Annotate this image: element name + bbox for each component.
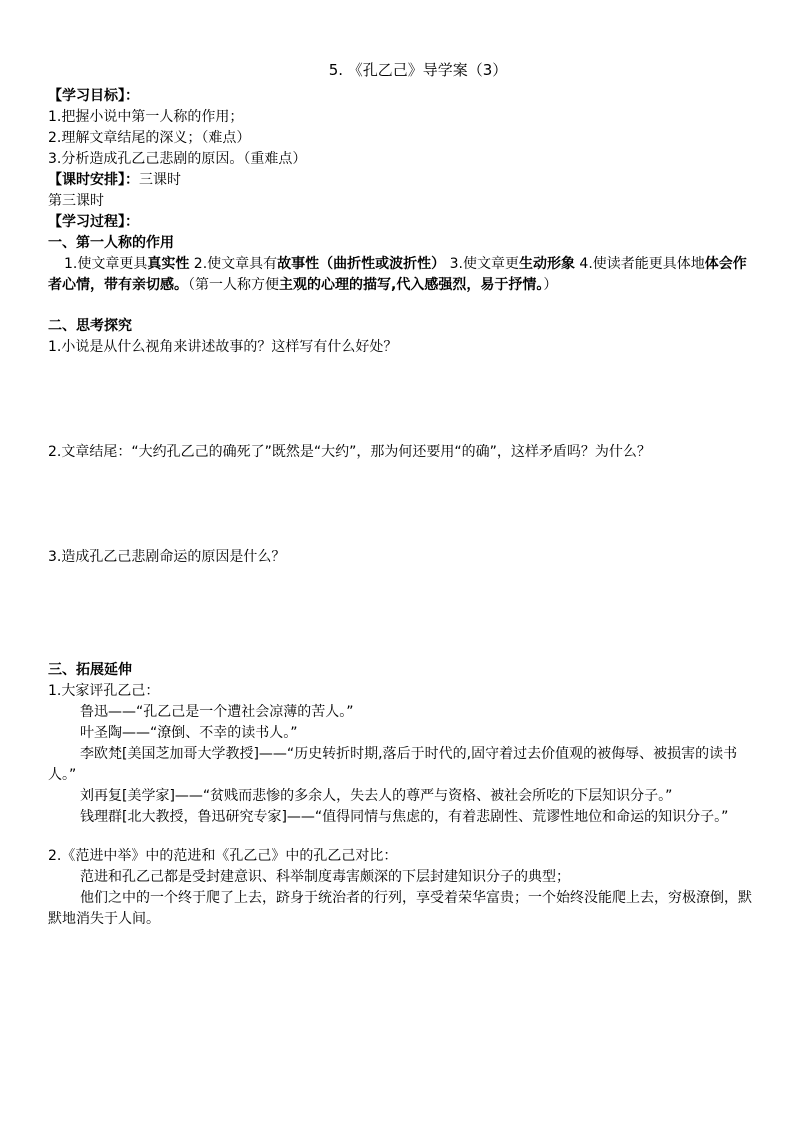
- quote-luxun: 鲁迅——“孔乙己是一个遭社会凉薄的苦人。”: [80, 704, 354, 720]
- answer-space-1: [48, 358, 758, 442]
- compare-paragraph-1: 范进和孔乙己都是受封建意识、科举制度毒害颇深的下层封建知识分子的典型；: [80, 869, 570, 885]
- document-page: [48, 56, 758, 930]
- s1-text-2: 2.使文章具有: [189, 256, 278, 272]
- question-2: 2.文章结尾：“大约孔乙己的确死了”既然是“大约”，那为何还要用“的确”，这样矛盾吗？为什么？: [48, 444, 651, 460]
- s1-text-4: 4.使读者能更具体地: [574, 256, 705, 272]
- process-heading: 【学习过程】：: [48, 214, 139, 230]
- schedule-heading: 【课时安排】：: [48, 172, 139, 188]
- s1-text-3: 3.使文章更: [445, 256, 519, 272]
- s1-bold-2: 故事性（曲折性或波折性）: [277, 256, 446, 272]
- subsection-2-title: 2.《范进中举》中的范进和《孔乙己》中的孔乙己对比：: [48, 848, 398, 864]
- s1-bold-5: 主观的心理的描写,代入感强烈，易于抒情。: [279, 277, 544, 293]
- s1-bold-3: 生动形象: [518, 256, 575, 272]
- schedule-line: [48, 170, 758, 191]
- s1-text-1: 1.使文章更具: [64, 256, 148, 272]
- current-lesson: 第三课时: [48, 193, 104, 209]
- objective-item-1: 1.把握小说中第一人称的作用；: [48, 109, 244, 125]
- answer-space-2: [48, 463, 758, 547]
- s1-bold-1: 真实性: [147, 256, 190, 272]
- section1-paragraph: [48, 254, 758, 296]
- quote-liu-zaifu: 刘再复[美学家]——“贫贱而悲惨的多余人，失去人的尊严与资格、被社会所吃的下层知识分子。”: [80, 788, 673, 804]
- question-3: 3.造成孔乙己悲剧命运的原因是什么？: [48, 549, 286, 565]
- compare-paragraph-2: 他们之中的一个终于爬了上去，跻身于统治者的行列，享受着荣华富贵；一个始终没能爬上去，穷极潦倒，默默地消失于人间。: [48, 890, 752, 927]
- schedule-value: 三课时: [139, 172, 181, 188]
- quote-qian-liqun: 钱理群[北大教授，鲁迅研究专家]——“值得同情与焦虑的，有着悲剧性、荒谬性地位和命运的知识分子。”: [80, 809, 729, 825]
- quote-li-oufan: 李欧梵[美国芝加哥大学教授]——“历史转折时期,落后于时代的,固守着过去价值观的被侮辱、被损害的读书人。”: [48, 746, 738, 783]
- quote-ye-shengtao: 叶圣陶——“潦倒、不幸的读书人。”: [80, 725, 298, 741]
- answer-space-3: [48, 568, 758, 660]
- page-title: 5. 《孔乙己》导学案（3）: [328, 61, 508, 79]
- objective-item-2: 2.理解文章结尾的深义；（难点）: [48, 130, 251, 146]
- s1-text-5: （第一人称方便: [188, 277, 279, 293]
- objective-item-3: 3.分析造成孔乙己悲剧的原因。（重难点）: [48, 151, 307, 167]
- subsection-1-title: 1.大家评孔乙己：: [48, 683, 160, 699]
- section2-heading: 二、思考探究: [48, 318, 132, 334]
- section1-heading: 一、第一人称的作用: [48, 235, 174, 251]
- s1-bold-4: 体会作者心情，带有亲切感。: [48, 256, 747, 293]
- objectives-heading: 【学习目标】：: [48, 88, 139, 104]
- section3-heading: 三、拓展延伸: [48, 662, 132, 678]
- s1-text-6: ）: [543, 277, 558, 293]
- question-1: 1.小说是从什么视角来讲述故事的？这样写有什么好处？: [48, 339, 398, 355]
